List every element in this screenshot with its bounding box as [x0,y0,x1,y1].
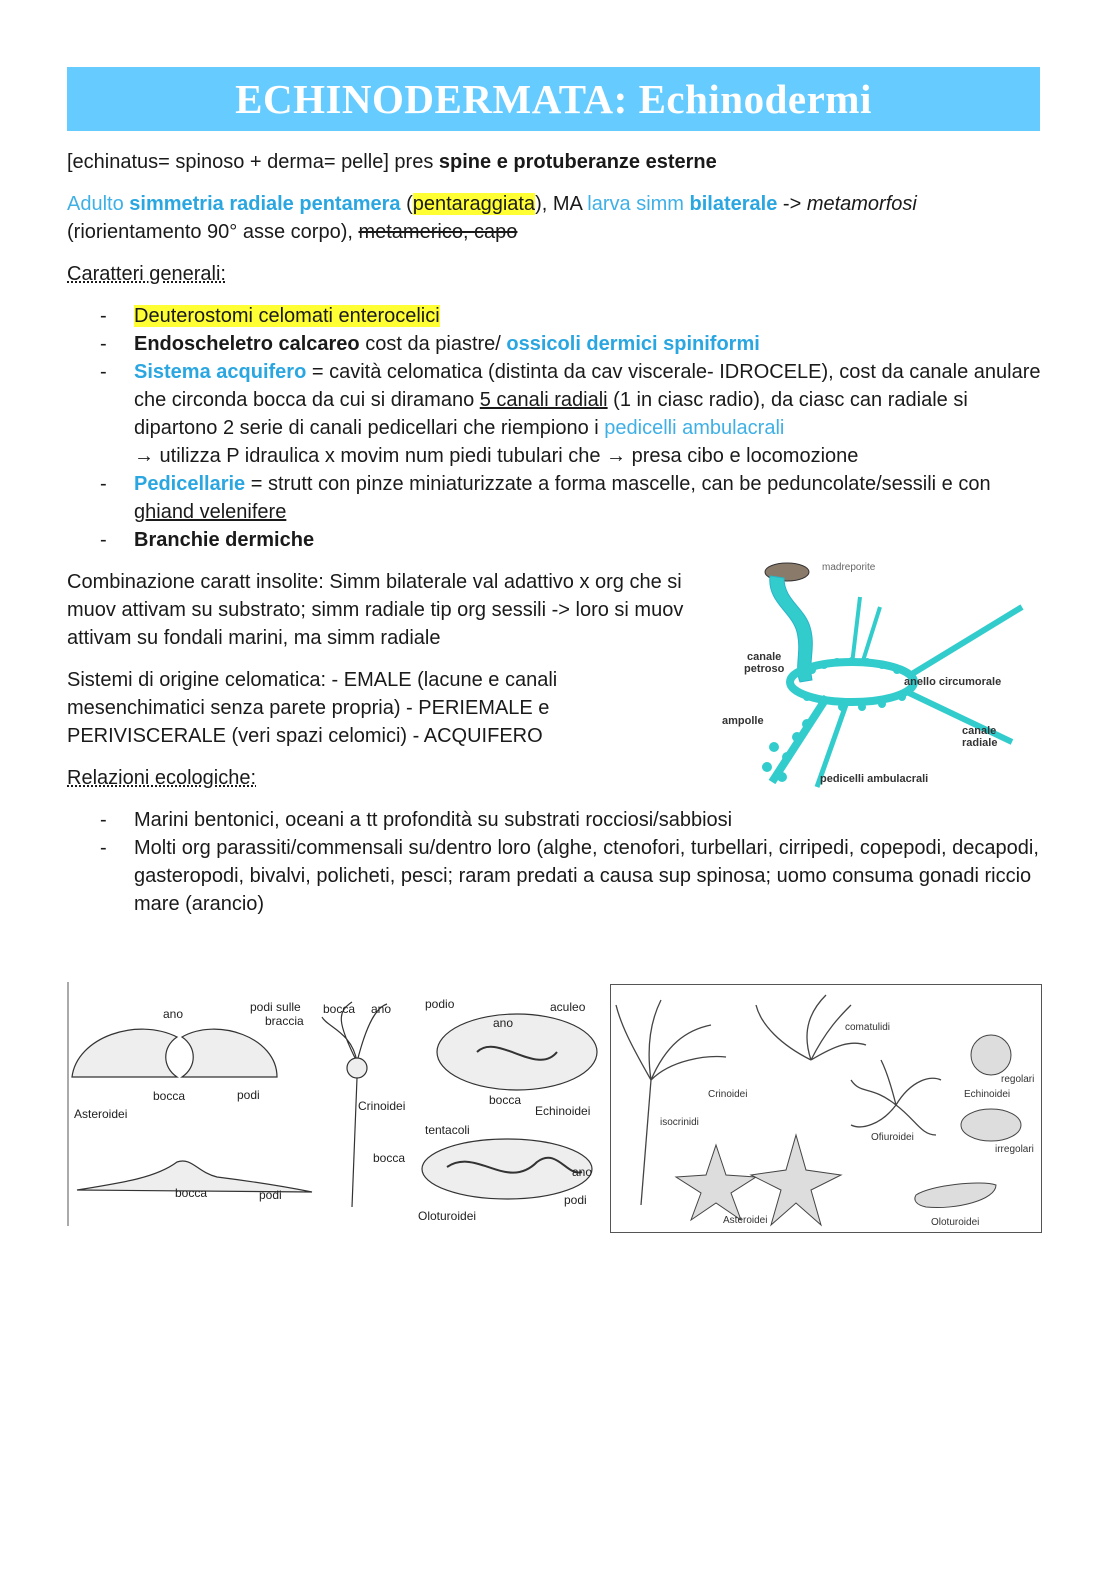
label-ano: ano [572,1165,593,1179]
label-bocca: bocca [323,1002,356,1016]
systems-paragraph: Sistemi di origine celomatica: - EMALE (lacune e canali mesenchimatici senza parete propria) - PERIEMALE e PERIVISCERALE (veri spazi celomici) - ACQUIFERO [67,669,558,747]
label-oloturoidei: Oloturoidei [931,1217,980,1228]
sea-star-shape [676,1145,756,1220]
label-ano: ano [371,1002,392,1016]
label-canale-radiale: canale [962,725,997,737]
holothurian-body-shape [422,1139,592,1199]
water-vascular-diagram [712,552,1042,792]
list-item: - Endoscheletro calcareo cost da piastre/ ossicoli dermici spiniformi [67,330,1042,358]
label-anello: anello circumorale [904,676,1002,688]
combination-paragraph: Combinazione caratt insolite: Simm bilaterale val adattivo x org che si muov attivam su substrato; simm radiale tip org sessili -> loro si muov attivam su fondali marini, ma simm radiale [67,571,684,649]
anatomy-sketches [67,982,603,1226]
label-bocca: bocca [175,1186,208,1200]
label-pedicelli: pedicelli ambulacrali [820,773,929,785]
radial-canal-shape [907,607,1022,677]
asteroid-left-shape [72,1029,177,1077]
list-item: - Branchie dermiche [67,526,1042,554]
label-echinoidei: Echinoidei [964,1089,1011,1100]
label-podio: podio [425,997,455,1011]
list-item: - Pedicellarie = strutt con pinze miniaturizzate a forma mascelle, can be peduncolate/sessili e con ghiand velenifere [67,470,1042,526]
page-title: ECHINODERMATA: Echinodermi [235,76,872,122]
label-aculeo: aculeo [550,1000,586,1014]
list-item: - Molti org parassiti/commensali su/dentro loro (alghe, ctenofori, turbellari, cirripedi, copepodi, decapodi, gasteropodi, bivalvi, policheti, pesci; raram predati a causa sup spinosa; uomo consuma gonadi riccio mare (arancio) [67,834,1042,918]
document-body [67,148,1042,932]
radial-canal-shape [862,607,880,664]
label-comatulidi: comatulidi [845,1022,891,1033]
label-bocca: bocca [373,1151,406,1165]
label-bocca: bocca [153,1089,186,1103]
label-ano: ano [493,1016,514,1030]
etymology-paragraph: [echinatus= spinoso + derma= pelle] pres spine e protuberanze esterne [67,151,717,173]
label-tentacoli: tentacoli [425,1123,470,1137]
symmetry-paragraph: Adulto simmetria radiale pentamera (pentaraggiata), MA larva simm bilaterale -> metamorfosi (riorientamento 90° asse corpo), metamerico, capo [67,193,917,243]
label-regolari: regolari [1001,1074,1035,1085]
sea-star-shape [751,1135,841,1225]
label-podi: podi [564,1193,587,1207]
general-heading: Caratteri generali: [67,263,226,285]
ecology-heading: Relazioni ecologiche: [67,767,257,789]
label-ampolle: ampolle [722,715,764,727]
irregular-echinoid-shape [961,1109,1021,1141]
label-bocca: bocca [489,1093,522,1107]
radial-canal-shape [907,692,1012,742]
isocrinid-arms-shape [616,1000,726,1080]
isocrinid-stalk-shape [641,1080,651,1205]
label-canale-radiale-2: radiale [962,737,998,749]
label-crinoidei: Crinoidei [708,1089,748,1100]
asteroid-right-shape [182,1029,277,1077]
label-asteroidei: Asteroidei [723,1215,768,1226]
label-podi-sulle: podi sulle [250,1000,301,1014]
label-madreporite: madreporite [822,562,876,573]
general-list [67,302,1042,554]
label-ofiuroidei: Ofiuroidei [871,1132,914,1143]
label-ano: ano [163,1007,184,1021]
list-item: - Deuterostomi celomati enterocelici [67,302,1042,330]
label-podi: podi [237,1088,260,1102]
crinoid-cup-shape [347,1058,367,1078]
label-oloturoidei: Oloturoidei [418,1209,477,1223]
ecology-list [67,806,1042,918]
label-irregolari: irregolari [995,1144,1034,1155]
list-item: - Sistema acquifero = cavità celomatica (distinta da cav viscerale- IDROCELE), cost da canale anulare che circonda bocca da cui si diramano 5 canali radiali (1 in ciasc radio), da ciasc can radiale si dipartono 2 serie di canali pedicellari che riempiono i pedicelli ambulacrali → utilizza P idraulica x movim num piedi tubulari che → presa cibo e locomozione [67,358,1042,470]
title-banner [67,67,1040,131]
ophiuroid-arms-shape [851,1060,941,1135]
label-isocrinidi: isocrinidi [660,1117,699,1128]
classes-sketches [610,984,1042,1233]
label-podi: podi [259,1188,282,1202]
regular-echinoid-shape [971,1035,1011,1075]
label-canale-petroso: canale [747,651,782,663]
echinoid-body-shape [437,1014,597,1090]
label-echinoidei: Echinoidei [535,1104,591,1118]
radial-canal-shape [852,597,860,664]
holothurian-shape [915,1183,996,1207]
list-item: - Marini bentonici, oceani a tt profondità su substrati rocciosi/sabbiosi [67,806,1042,834]
label-braccia: braccia [265,1014,304,1028]
label-canale-petroso-2: petroso [744,663,785,675]
crinoid-stalk-shape [352,1078,357,1207]
label-asteroidei: Asteroidei [74,1107,128,1121]
label-crinoidei: Crinoidei [358,1099,406,1113]
